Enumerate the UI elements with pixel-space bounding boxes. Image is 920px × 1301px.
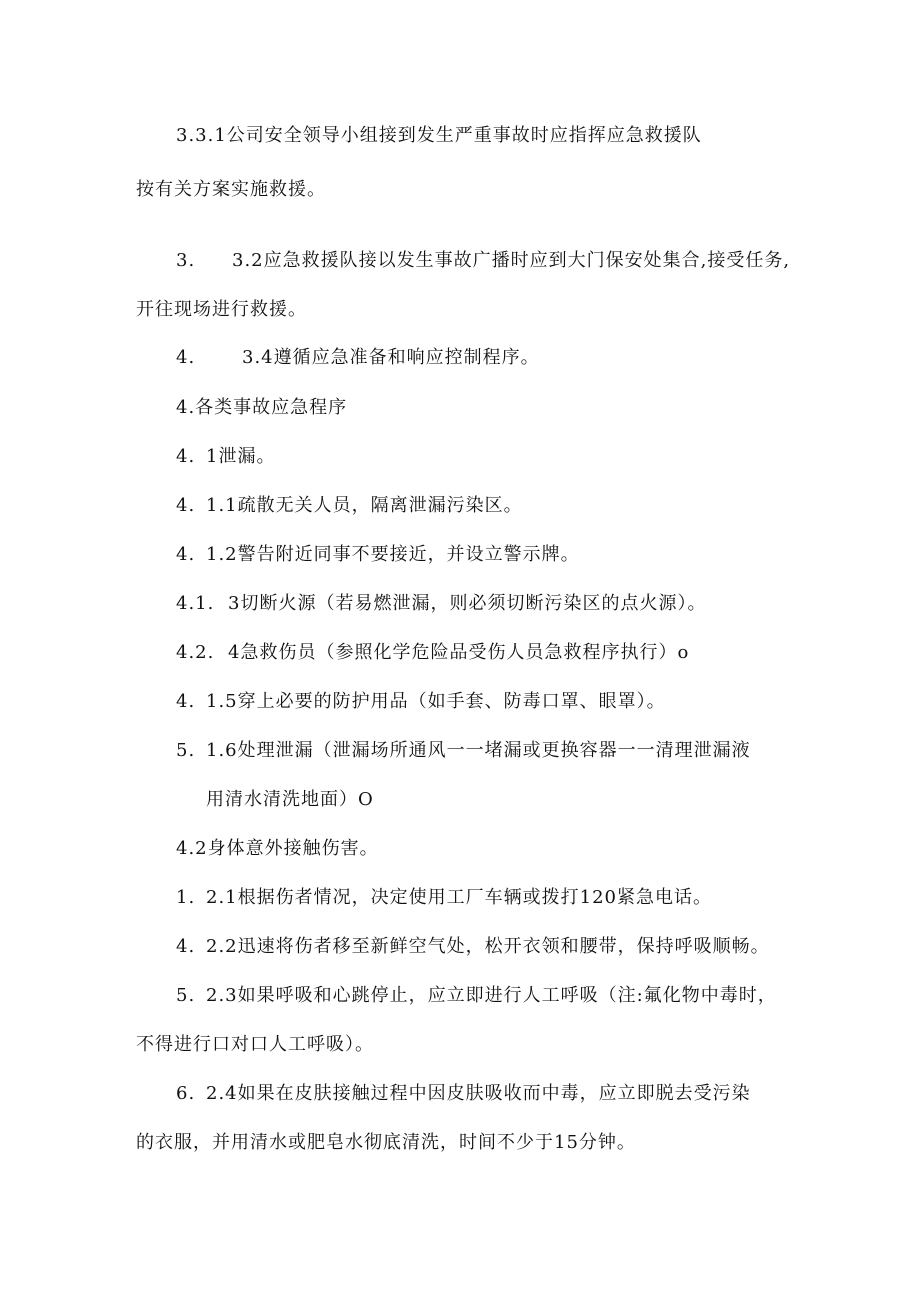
paragraph-text: 1.1疏散无关人员，隔离泄漏污染区。 xyxy=(206,495,523,516)
paragraph-text: 1.5穿上必要的防护用品（如手套、防毒口罩、眼罩）。 xyxy=(206,691,666,712)
paragraph-text: 4.2身体意外接触伤害。 xyxy=(176,838,379,859)
paragraph-line xyxy=(136,178,326,202)
paragraph-line xyxy=(176,935,770,959)
paragraph-text: 按有关方案实施救援。 xyxy=(136,179,326,200)
item-number: 1. xyxy=(176,887,196,908)
paragraph-text: 1.6处理泄漏（泄漏场所通风一一堵漏或更换容器一一清理泄漏液 xyxy=(206,740,751,761)
paragraph-line xyxy=(176,396,347,420)
item-number: 4. xyxy=(176,691,196,712)
paragraph-text: 4.各类事故应急程序 xyxy=(176,397,348,418)
item-number: 4. xyxy=(176,936,196,957)
paragraph-line xyxy=(176,445,275,469)
paragraph-line xyxy=(206,788,374,812)
paragraph-text: 2.3如果呼吸和心跳停止，应立即进行人工呼吸（注:氟化物中毒时， xyxy=(206,985,777,1006)
paragraph-line xyxy=(176,641,689,665)
paragraph-line xyxy=(136,298,307,322)
paragraph-text: 不得进行口对口人工呼吸）。 xyxy=(136,1034,374,1055)
item-number: 5. xyxy=(176,740,196,761)
paragraph-line xyxy=(176,1082,751,1106)
paragraph-text: 2.4如果在皮肤接触过程中因皮肤吸收而中毒，应立即脱去受污染 xyxy=(206,1083,751,1104)
paragraph-text: 开往现场进行救援。 xyxy=(136,299,307,320)
item-number: 4. xyxy=(176,544,196,565)
item-number: 5. xyxy=(176,985,196,1006)
paragraph-line xyxy=(176,249,790,273)
paragraph-line xyxy=(176,543,580,567)
item-number: 4. xyxy=(176,347,196,368)
item-number: 4.1. xyxy=(176,593,215,614)
paragraph-text: 2.1根据伤者情况，决定使用工厂车辆或拨打120紧急电话。 xyxy=(206,887,712,908)
item-number: 4. xyxy=(176,495,196,516)
paragraph-text: 3.2应急救援队接以发生事故广播时应到大门保安处集合,接受任务, xyxy=(232,250,791,271)
paragraph-text: 3.4遵循应急准备和响应控制程序。 xyxy=(242,347,540,368)
paragraph-line xyxy=(176,124,702,148)
item-number: 4.2. xyxy=(176,642,215,663)
paragraph-line xyxy=(136,1131,636,1155)
paragraph-text: 3.3.1公司安全领导小组接到发生严重事故时应指挥应急救援队 xyxy=(176,125,702,146)
paragraph-line xyxy=(176,886,712,910)
paragraph-line xyxy=(176,690,666,714)
paragraph-text: 用清水清洗地面）O xyxy=(206,789,374,810)
paragraph-text: 2.2迅速将伤者移至新鲜空气处，松开衣领和腰带，保持呼吸顺畅。 xyxy=(206,936,770,957)
paragraph-line xyxy=(176,494,523,518)
paragraph-text: 1泄漏。 xyxy=(206,446,276,467)
item-number: 6. xyxy=(176,1083,196,1104)
paragraph-line xyxy=(176,984,777,1008)
item-number: 3. xyxy=(176,250,196,271)
paragraph-line xyxy=(176,346,540,370)
paragraph-line xyxy=(176,837,379,861)
paragraph-line xyxy=(136,1033,374,1057)
paragraph-line xyxy=(176,739,751,763)
paragraph-text: 1.2警告附近同事不要接近，并设立警示牌。 xyxy=(206,544,580,565)
item-number: 4. xyxy=(176,446,196,467)
paragraph-text: 4急救伤员（参照化学危险品受伤人员急救程序执行）o xyxy=(228,642,690,663)
paragraph-text: 的衣服，并用清水或肥皂水彻底清洗，时间不少于15分钟。 xyxy=(136,1132,636,1153)
paragraph-line xyxy=(176,592,706,616)
paragraph-text: 3切断火源（若易燃泄漏，则必须切断污染区的点火源）。 xyxy=(228,593,707,614)
